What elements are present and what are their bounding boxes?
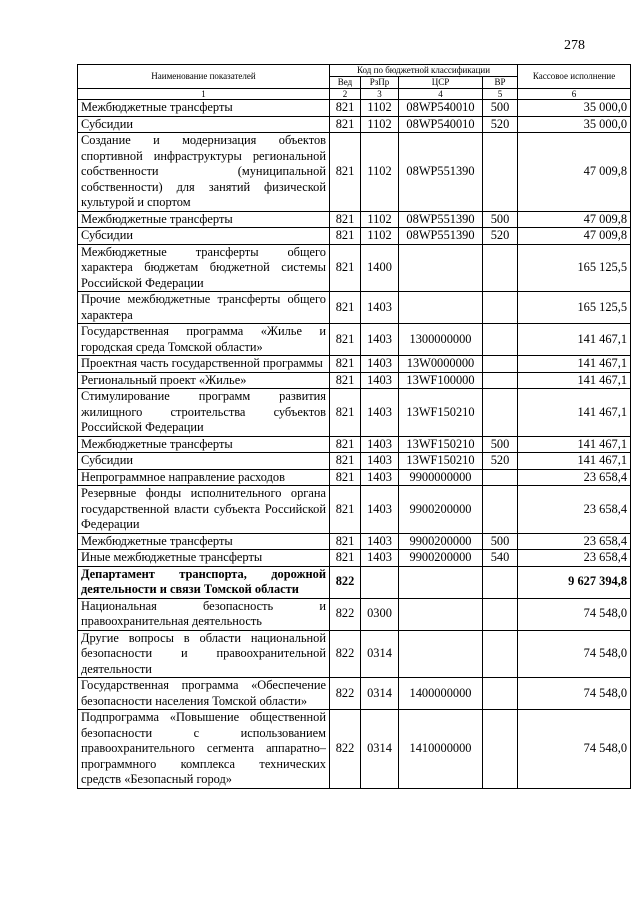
- csr-cell: 9900200000: [399, 533, 483, 550]
- csr-cell: 13WF100000: [399, 372, 483, 389]
- rzpr-cell: 1102: [361, 211, 399, 228]
- amount-cell: 165 125,5: [518, 292, 631, 324]
- ved-cell: 821: [330, 533, 361, 550]
- ved-cell: 822: [330, 566, 361, 598]
- rzpr-cell: 1403: [361, 372, 399, 389]
- table-row: [78, 566, 631, 598]
- ved-cell: 821: [330, 389, 361, 437]
- csr-cell: [399, 292, 483, 324]
- row-name-cell: Субсидии: [78, 228, 330, 245]
- row-name-cell: Межбюджетные трансферты: [78, 100, 330, 117]
- ved-cell: 821: [330, 324, 361, 356]
- csr-cell: [399, 630, 483, 678]
- vr-cell: 520: [483, 228, 518, 245]
- csr-cell: [399, 598, 483, 630]
- row-name-cell: Субсидии: [78, 453, 330, 470]
- table-body: [78, 100, 631, 789]
- amount-cell: 74 548,0: [518, 630, 631, 678]
- row-name-cell: Межбюджетные трансферты: [78, 533, 330, 550]
- amount-cell: 23 658,4: [518, 533, 631, 550]
- vr-cell: [483, 630, 518, 678]
- csr-cell: 1300000000: [399, 324, 483, 356]
- vr-cell: [483, 678, 518, 710]
- ved-cell: 821: [330, 486, 361, 534]
- page-number: 278: [564, 38, 585, 53]
- ved-cell: 821: [330, 436, 361, 453]
- vr-cell: 500: [483, 436, 518, 453]
- table-header: [78, 65, 631, 100]
- row-name-cell: Создание и модернизация объектов спортивной инфраструктуры региональной собственности (муниципальной собственности) для занятий физической культурой и спортом: [78, 133, 330, 212]
- rzpr-cell: 1403: [361, 389, 399, 437]
- amount-cell: 141 467,1: [518, 453, 631, 470]
- rzpr-cell: 0300: [361, 598, 399, 630]
- amount-cell: 165 125,5: [518, 244, 631, 292]
- ved-cell: 821: [330, 244, 361, 292]
- table-row: [78, 453, 631, 470]
- amount-cell: 23 658,4: [518, 486, 631, 534]
- amount-cell: 47 009,8: [518, 133, 631, 212]
- vr-cell: [483, 566, 518, 598]
- budget-table: [77, 64, 631, 789]
- amount-cell: 74 548,0: [518, 598, 631, 630]
- csr-cell: 1400000000: [399, 678, 483, 710]
- amount-cell: 141 467,1: [518, 324, 631, 356]
- amount-cell: 23 658,4: [518, 469, 631, 486]
- rzpr-cell: 1102: [361, 228, 399, 245]
- rzpr-cell: 1102: [361, 133, 399, 212]
- rzpr-cell: 1403: [361, 486, 399, 534]
- vr-cell: 540: [483, 550, 518, 567]
- table-row: [78, 630, 631, 678]
- column-number: 3: [361, 89, 399, 100]
- row-name-cell: Межбюджетные трансферты общего характера бюджетам бюджетной системы Российской Федерации: [78, 244, 330, 292]
- ved-cell: 821: [330, 356, 361, 373]
- table-row: [78, 598, 631, 630]
- csr-cell: 9900200000: [399, 550, 483, 567]
- csr-cell: 9900000000: [399, 469, 483, 486]
- row-name-cell: Резервные фонды исполнительного органа государственной власти субъекта Российской Федерации: [78, 486, 330, 534]
- table-row: [78, 436, 631, 453]
- rzpr-cell: 1403: [361, 292, 399, 324]
- table-row: [78, 486, 631, 534]
- rzpr-cell: 1403: [361, 324, 399, 356]
- csr-cell: 08WP551390: [399, 228, 483, 245]
- ved-cell: 821: [330, 133, 361, 212]
- csr-cell: 08WP540010: [399, 100, 483, 117]
- table-row: [78, 356, 631, 373]
- row-name-cell: Межбюджетные трансферты: [78, 436, 330, 453]
- ved-cell: 821: [330, 453, 361, 470]
- csr-cell: 08WP551390: [399, 211, 483, 228]
- row-name-cell: Подпрограмма «Повышение общественной безопасности с использованием правоохранительного сегмента аппаратно–программного комплекса технических средств «Безопасный город»: [78, 710, 330, 789]
- row-name-cell: Государственная программа «Обеспечение безопасности населения Томской области»: [78, 678, 330, 710]
- vr-cell: [483, 710, 518, 789]
- table-row: [78, 133, 631, 212]
- rzpr-cell: 1403: [361, 533, 399, 550]
- table-row: [78, 100, 631, 117]
- rzpr-cell: 1400: [361, 244, 399, 292]
- amount-cell: 141 467,1: [518, 436, 631, 453]
- rzpr-cell: 0314: [361, 630, 399, 678]
- vr-cell: [483, 244, 518, 292]
- column-number: 2: [330, 89, 361, 100]
- ved-cell: 822: [330, 678, 361, 710]
- vr-cell: [483, 486, 518, 534]
- rzpr-cell: 1403: [361, 436, 399, 453]
- column-number: 1: [78, 89, 330, 100]
- column-number: 6: [518, 89, 631, 100]
- vr-cell: [483, 292, 518, 324]
- header-classification: Код по бюджетной классификации: [330, 65, 518, 77]
- column-numbers-row: [78, 89, 631, 100]
- csr-cell: 08WP551390: [399, 133, 483, 212]
- amount-cell: 23 658,4: [518, 550, 631, 567]
- row-name-cell: Межбюджетные трансферты: [78, 211, 330, 228]
- ved-cell: 822: [330, 598, 361, 630]
- amount-cell: 35 000,0: [518, 116, 631, 133]
- csr-cell: 13WF150210: [399, 389, 483, 437]
- csr-cell: [399, 566, 483, 598]
- csr-cell: 1410000000: [399, 710, 483, 789]
- table-row: [78, 533, 631, 550]
- ved-cell: 821: [330, 292, 361, 324]
- table-row: [78, 228, 631, 245]
- rzpr-cell: 1102: [361, 100, 399, 117]
- header-name: Наименование показателей: [78, 65, 330, 89]
- csr-cell: 9900200000: [399, 486, 483, 534]
- ved-cell: 821: [330, 100, 361, 117]
- vr-cell: 500: [483, 211, 518, 228]
- amount-cell: 35 000,0: [518, 100, 631, 117]
- csr-cell: 13WF150210: [399, 453, 483, 470]
- amount-cell: 141 467,1: [518, 356, 631, 373]
- row-name-cell: Стимулирование программ развития жилищного строительства субъектов Российской Федерации: [78, 389, 330, 437]
- header-amount: Кассовое исполнение: [518, 65, 631, 89]
- row-name-cell: Департамент транспорта, дорожной деятельности и связи Томской области: [78, 566, 330, 598]
- rzpr-cell: 1102: [361, 116, 399, 133]
- amount-cell: 141 467,1: [518, 389, 631, 437]
- ved-cell: 821: [330, 211, 361, 228]
- ved-cell: 822: [330, 630, 361, 678]
- amount-cell: 9 627 394,8: [518, 566, 631, 598]
- rzpr-cell: 1403: [361, 550, 399, 567]
- vr-cell: 520: [483, 453, 518, 470]
- header-rzpr: РзПр: [361, 77, 399, 89]
- rzpr-cell: [361, 566, 399, 598]
- column-number: 4: [399, 89, 483, 100]
- row-name-cell: Проектная часть государственной программы: [78, 356, 330, 373]
- header-ved: Вед: [330, 77, 361, 89]
- ved-cell: 821: [330, 469, 361, 486]
- vr-cell: [483, 356, 518, 373]
- row-name-cell: Прочие межбюджетные трансферты общего характера: [78, 292, 330, 324]
- rzpr-cell: 1403: [361, 453, 399, 470]
- amount-cell: 47 009,8: [518, 211, 631, 228]
- csr-cell: 13WF150210: [399, 436, 483, 453]
- ved-cell: 821: [330, 372, 361, 389]
- amount-cell: 47 009,8: [518, 228, 631, 245]
- vr-cell: [483, 324, 518, 356]
- rzpr-cell: 1403: [361, 469, 399, 486]
- ved-cell: 821: [330, 116, 361, 133]
- row-name-cell: Субсидии: [78, 116, 330, 133]
- amount-cell: 74 548,0: [518, 678, 631, 710]
- table-row: [78, 116, 631, 133]
- table-row: [78, 678, 631, 710]
- table-row: [78, 324, 631, 356]
- ved-cell: 821: [330, 550, 361, 567]
- row-name-cell: Непрограммное направление расходов: [78, 469, 330, 486]
- row-name-cell: Государственная программа «Жилье и городская среда Томской области»: [78, 324, 330, 356]
- table-row: [78, 389, 631, 437]
- vr-cell: 520: [483, 116, 518, 133]
- row-name-cell: Другие вопросы в области национальной безопасности и правоохранительной деятельности: [78, 630, 330, 678]
- table-row: [78, 710, 631, 789]
- vr-cell: [483, 469, 518, 486]
- vr-cell: [483, 389, 518, 437]
- row-name-cell: Иные межбюджетные трансферты: [78, 550, 330, 567]
- rzpr-cell: 1403: [361, 356, 399, 373]
- ved-cell: 821: [330, 228, 361, 245]
- row-name-cell: Национальная безопасность и правоохранительная деятельность: [78, 598, 330, 630]
- row-name-cell: Региональный проект «Жилье»: [78, 372, 330, 389]
- vr-cell: [483, 133, 518, 212]
- csr-cell: 08WP540010: [399, 116, 483, 133]
- table-row: [78, 292, 631, 324]
- csr-cell: 13W0000000: [399, 356, 483, 373]
- rzpr-cell: 0314: [361, 678, 399, 710]
- table-row: [78, 469, 631, 486]
- table-row: [78, 211, 631, 228]
- table-row: [78, 244, 631, 292]
- table-row: [78, 372, 631, 389]
- rzpr-cell: 0314: [361, 710, 399, 789]
- csr-cell: [399, 244, 483, 292]
- header-vr: ВР: [483, 77, 518, 89]
- ved-cell: 822: [330, 710, 361, 789]
- vr-cell: [483, 372, 518, 389]
- vr-cell: [483, 598, 518, 630]
- amount-cell: 141 467,1: [518, 372, 631, 389]
- vr-cell: 500: [483, 100, 518, 117]
- header-csr: ЦСР: [399, 77, 483, 89]
- amount-cell: 74 548,0: [518, 710, 631, 789]
- column-number: 5: [483, 89, 518, 100]
- table-row: [78, 550, 631, 567]
- vr-cell: 500: [483, 533, 518, 550]
